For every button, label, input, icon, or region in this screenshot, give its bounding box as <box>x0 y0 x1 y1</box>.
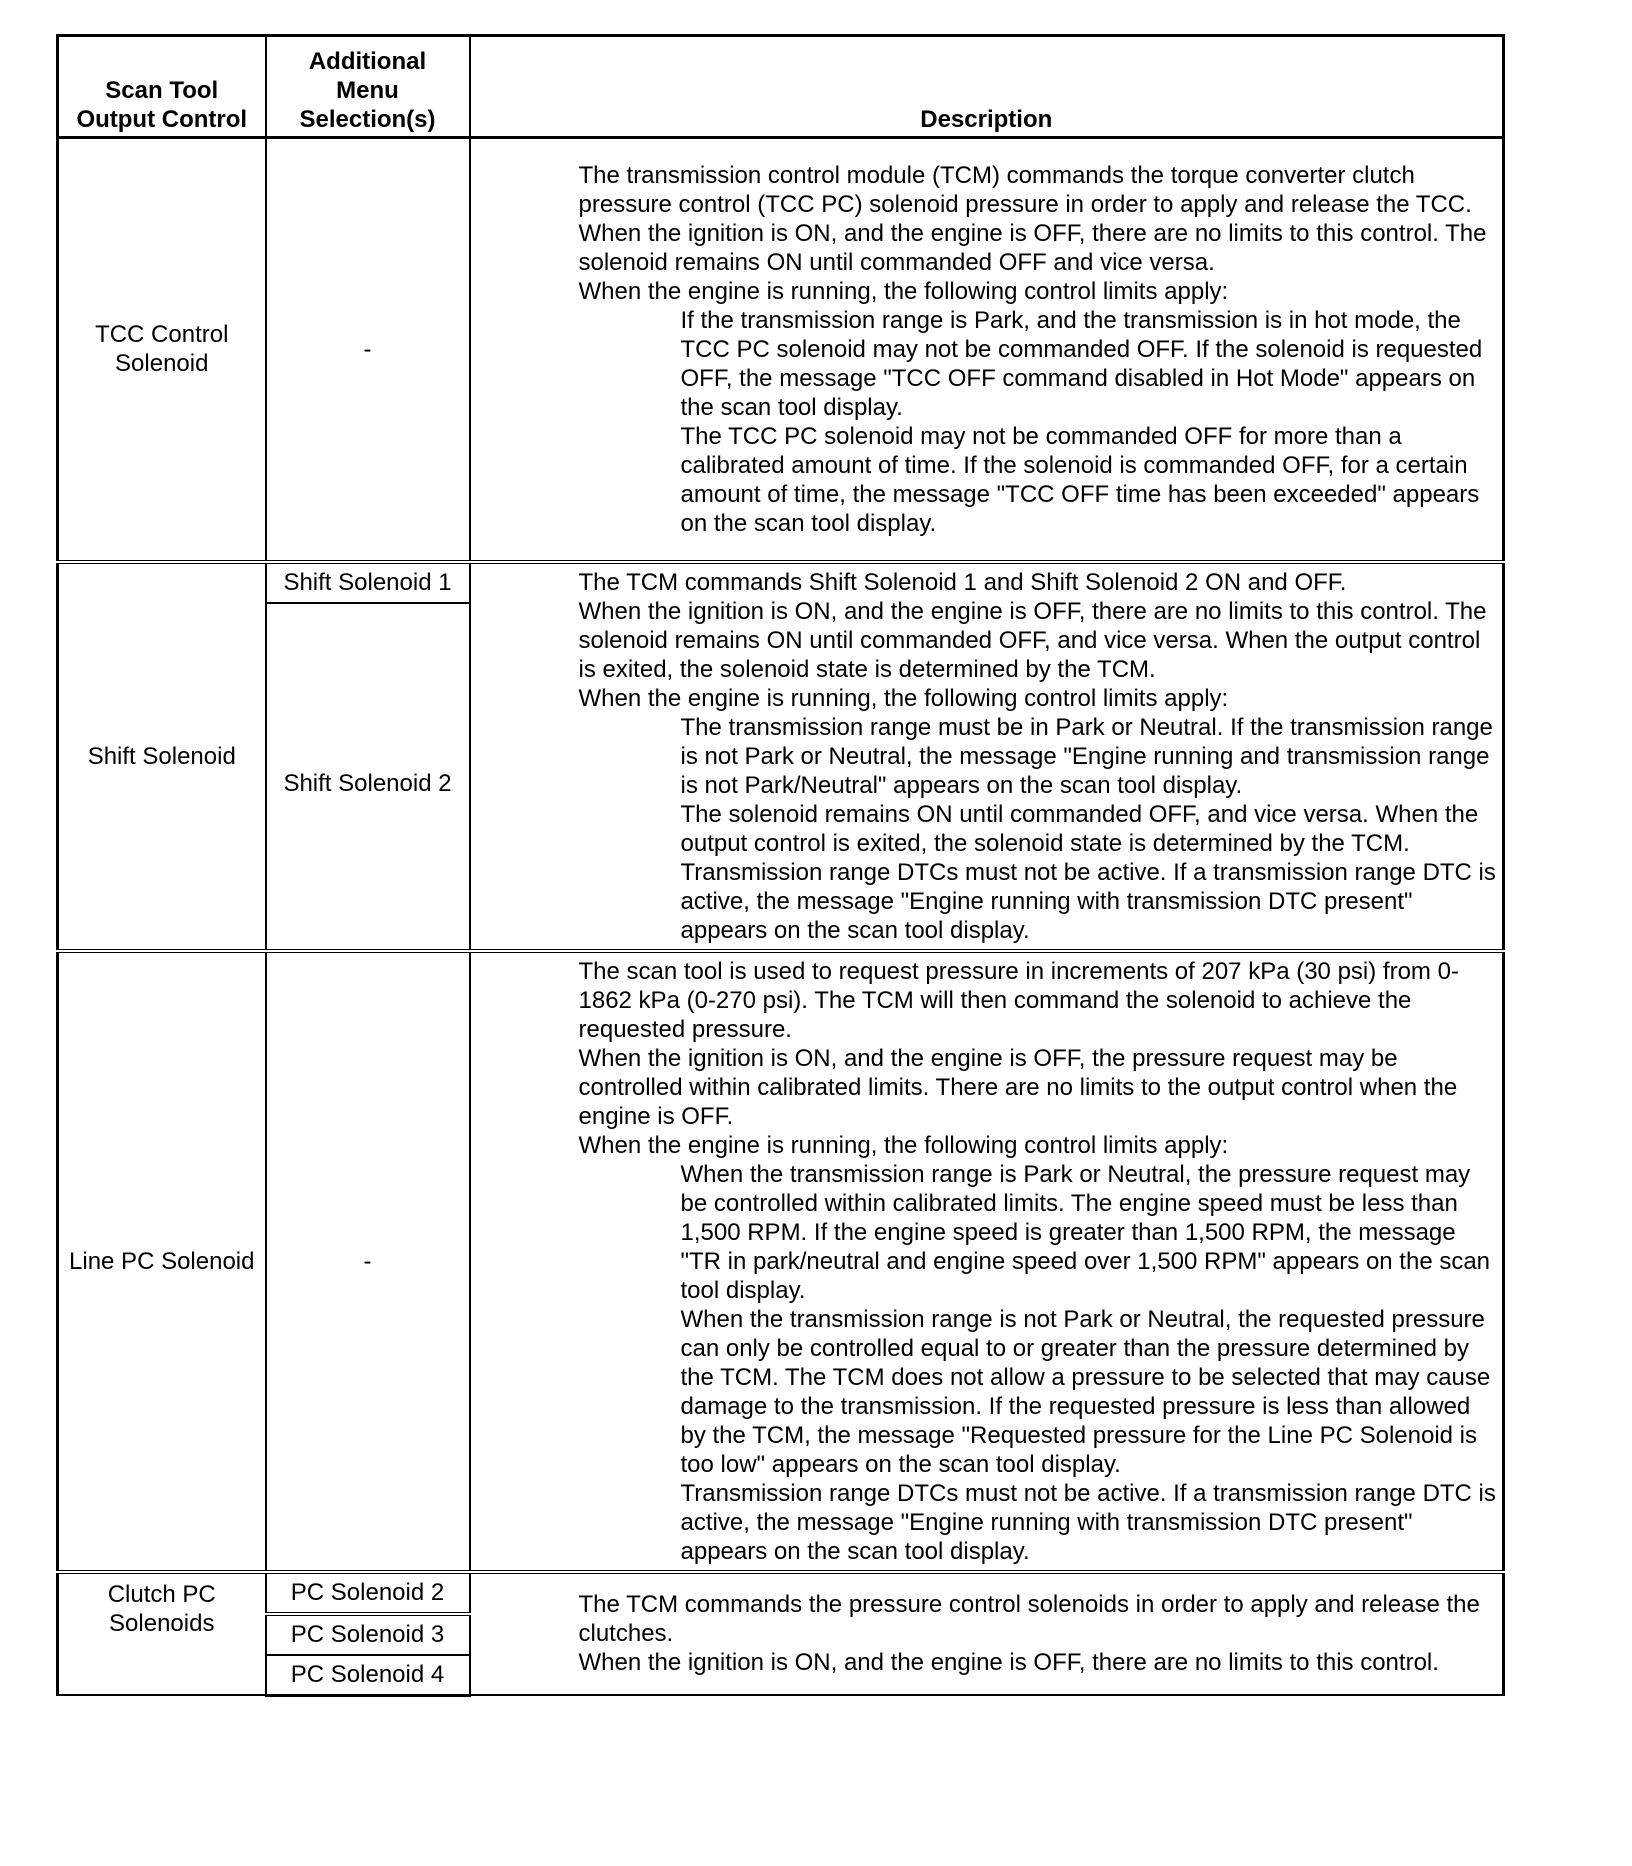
description-paragraph: The transmission control module (TCM) commands the torque converter clutch pressure control (TCC PC) solenoid pressure in order to apply and release the TCC. <box>578 161 1472 218</box>
output-control-table <box>56 34 1505 1697</box>
table-row-tcc-control-solenoid <box>58 138 1504 562</box>
description-cell <box>470 138 1504 562</box>
description-limit-item: If the transmission range is Park, and the transmission is in hot mode, the TCC PC solenoid may not be commanded OFF. If the solenoid is requested OFF, the message "TCC OFF command disabled in Hot Mode" appears on the scan tool display. <box>680 306 1483 421</box>
control-name-cell: TCC Control Solenoid <box>58 138 266 562</box>
description-paragraph: When the engine is running, the following control limits apply: <box>578 684 1229 712</box>
menu-selection-cell: Shift Solenoid 2 <box>266 603 470 951</box>
menu-selection-cell: PC Solenoid 3 <box>266 1614 470 1655</box>
description-cell <box>470 1572 1504 1696</box>
description-limit-item: Transmission range DTCs must not be active. If a transmission range DTC is active, the message "Engine running with transmission DTC present" appears on the scan tool display. <box>680 1479 1496 1565</box>
menu-selection-cell: PC Solenoid 2 <box>266 1572 470 1614</box>
header-description: Description <box>470 36 1504 138</box>
description-paragraph: When the ignition is ON, and the engine is OFF, the pressure request may be controlled within calibrated limits. There are no limits to the output control when the engine is OFF. <box>578 1044 1458 1130</box>
menu-selection-cell: - <box>266 138 470 562</box>
menu-selection-cell: Shift Solenoid 1 <box>266 562 470 603</box>
description-paragraph: When the ignition is ON, and the engine is OFF, there are no limits to this control. <box>578 1649 1439 1677</box>
description-cell <box>470 951 1504 1572</box>
header-additional-menu-selections: Additional Menu Selection(s) <box>266 36 470 138</box>
menu-selection-cell: - <box>266 951 470 1572</box>
control-name-cell: Clutch PC Solenoids <box>58 1572 266 1696</box>
description-limit-item: The transmission range must be in Park or Neutral. If the transmission range is not Park or Neutral, the message "Engine running and transmission range is not Park/Neutral" appears on the scan tool display. <box>680 713 1493 799</box>
table-row-clutch-pc-solenoids <box>58 1572 1504 1614</box>
description-paragraph: When the engine is running, the following control limits apply: <box>578 1131 1229 1159</box>
description-limit-item: When the transmission range is not Park or Neutral, the requested pressure can only be controlled equal to or greater than the pressure determined by the TCM. The TCM does not allow a pressure to be selected that may cause damage to the transmission. If the requested pressure is less than allowed by the TCM, the message "Requested pressure for the Line PC Solenoid is too low" appears on the scan tool display. <box>680 1305 1491 1478</box>
description-paragraph: The scan tool is used to request pressure in increments of 207 kPa (30 psi) from 0-1862 kPa (0-270 psi). The TCM will then command the solenoid to achieve the requested pressure. <box>578 957 1459 1043</box>
description-paragraph: When the ignition is ON, and the engine is OFF, there are no limits to this control. The solenoid remains ON until commanded OFF, and vice versa. When the output control is exited, the solenoid state is determined by the TCM. <box>578 597 1487 683</box>
document-page <box>56 34 1502 1697</box>
header-scan-tool-output-control: Scan Tool Output Control <box>58 36 266 138</box>
table-row-line-pc-solenoid <box>58 951 1504 1572</box>
table-row-shift-solenoid <box>58 562 1504 603</box>
description-paragraph: When the ignition is ON, and the engine is OFF, there are no limits to this control. The solenoid remains ON until commanded OFF and vice versa. <box>578 219 1487 276</box>
control-name-cell: Line PC Solenoid <box>58 951 266 1572</box>
control-name-cell: Shift Solenoid <box>58 562 266 951</box>
menu-selection-cell: PC Solenoid 4 <box>266 1655 470 1696</box>
description-cell <box>470 562 1504 951</box>
description-paragraph: The TCM commands Shift Solenoid 1 and Shift Solenoid 2 ON and OFF. <box>578 568 1347 596</box>
description-limit-item: The TCC PC solenoid may not be commanded OFF for more than a calibrated amount of time. If the solenoid is commanded OFF, for a certain amount of time, the message "TCC OFF time has been exceeded" appears on the scan tool display. <box>680 422 1480 537</box>
description-limit-item: The solenoid remains ON until commanded OFF, and vice versa. When the output control is exited, the solenoid state is determined by the TCM. <box>680 800 1479 857</box>
description-limit-item: Transmission range DTCs must not be active. If a transmission range DTC is active, the message "Engine running with transmission DTC present" appears on the scan tool display. <box>680 858 1496 944</box>
description-paragraph: When the engine is running, the following control limits apply: <box>578 277 1229 305</box>
description-limit-item: When the transmission range is Park or Neutral, the pressure request may be controlled within calibrated limits. The engine speed must be less than 1,500 RPM. If the engine speed is greater than 1,500 RPM, the message "TR in park/neutral and engine speed over 1,500 RPM" appears on the scan tool display. <box>680 1160 1491 1304</box>
header-row <box>58 36 1504 138</box>
description-paragraph: The TCM commands the pressure control solenoids in order to apply and release the clutches. <box>578 1591 1480 1648</box>
